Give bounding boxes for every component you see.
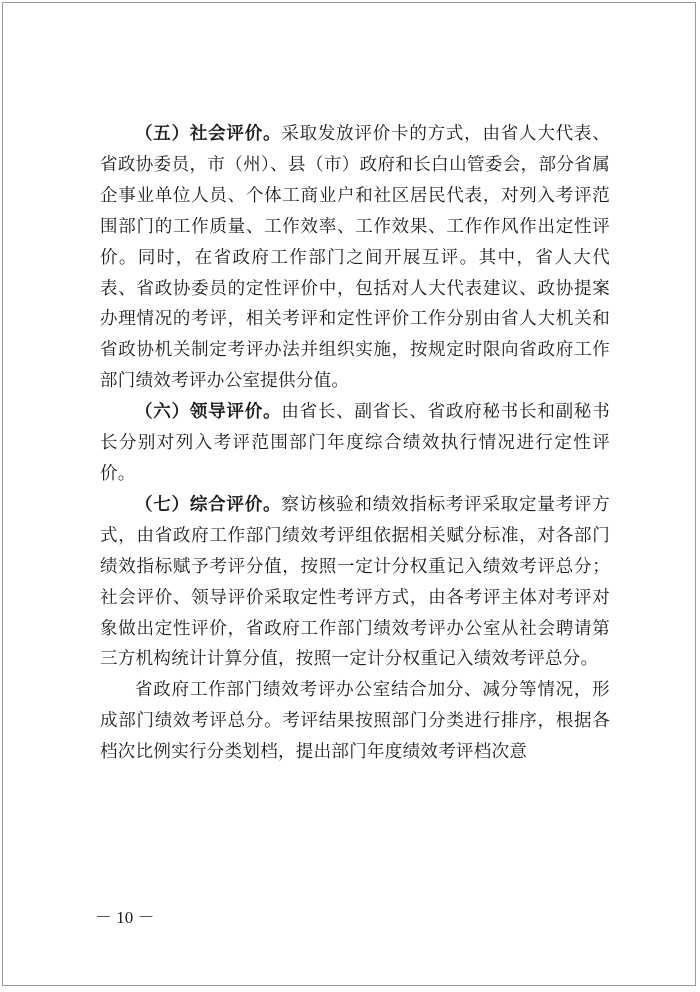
paragraph-text: 由省长、副省长、省政府秘书长和副秘书长分别对列入考评范围部门年度综合绩效执行情况进行定性评价。	[100, 402, 610, 484]
paragraph-leader-evaluation	[100, 397, 610, 490]
heading-comprehensive-evaluation: （七）综合评价。	[135, 494, 282, 515]
paragraph-text: 省政府工作部门绩效考评办公室结合加分、减分等情况，形成部门绩效考评总分。考评结果按照部门分类进行排序，根据各档次比例实行分类划档，提出部门年度绩效考评档次意	[100, 680, 610, 763]
paragraph-text: 察访核验和绩效指标考评采取定量考评方式，由省政府工作部门绩效考评组依据相关赋分标准，对各部门绩效指标赋予考评分值，按照一定计分权重记入绩效考评总分；社会评价、领导评价采取定性考评方式，由各考评主体对考评对象做出定性评价，省政府工作部门绩效考评办公室从社会聘请第三方机构统计计算分值，按照一定计分权重记入绩效考评总分。	[100, 494, 610, 670]
paragraph-total-score	[100, 675, 610, 768]
heading-social-evaluation: （五）社会评价。	[135, 124, 282, 144]
heading-leader-evaluation: （六）领导评价。	[135, 402, 282, 423]
paragraph-social-evaluation	[100, 119, 610, 397]
page-number: － 10 －	[95, 908, 155, 927]
body-text	[100, 119, 610, 768]
paragraph-text: 采取发放评价卡的方式，由省人大代表、省政协委员，市（州）、县（市）政府和长白山管委会，部分省属企事业单位人员、个体工商业户和社区居民代表，对列入考评范围部门的工作质量、工作效率、工作效果、工作作风作出定性评价。同时，在省政府工作部门之间开展互评。其中，省人大代表、省政协委员的定性评价中，包括对人大代表建议、政协提案办理情况的考评，相关考评和定性评价工作分别由省人大机关和省政协机关制定考评办法并组织实施，按规定时限向省政府工作部门绩效考评办公室提供分值。	[100, 124, 610, 392]
document-page	[2, 2, 696, 986]
paragraph-comprehensive-evaluation	[100, 490, 610, 675]
